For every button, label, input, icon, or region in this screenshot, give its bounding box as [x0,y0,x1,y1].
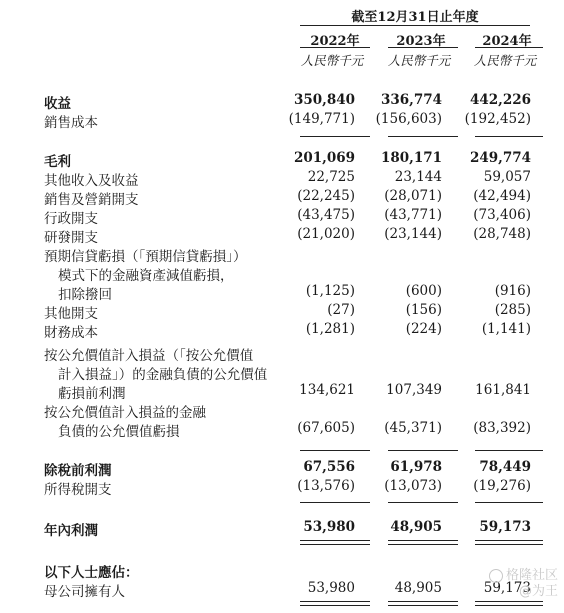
row-label: 預期信貸虧損（「預期信貸虧損」） [44,249,247,265]
table-row [0,283,564,302]
row-label: 銷售及營銷開支 [44,192,139,208]
sum-rule-3b [388,502,458,503]
row-value-3: 78,449 [479,459,531,475]
sum-rule-3a [300,502,370,503]
row-value-1: 201,069 [293,150,355,166]
row-value-2: (156,603) [375,111,442,127]
row-value-2: (156) [405,302,442,318]
row-value-2: (224) [405,321,442,337]
watermark-logo-icon [489,569,503,583]
sum-rule-2b [388,450,458,451]
unit-label-2024: 人民幣千元 [473,53,537,68]
row-label: 年內利潤 [44,523,98,539]
row-value-1: (21,020) [297,226,355,242]
table-row [0,420,564,439]
row-label: 毛利 [44,154,71,170]
watermark-line1: 格隆社区 [505,568,558,583]
table-row [0,459,564,478]
row-value-1: 53,980 [303,519,355,535]
row-value-2: 48,905 [390,519,442,535]
col3-rule [475,47,543,48]
table-row [0,92,564,111]
row-label: 研發開支 [44,230,98,246]
row-label: 行政開支 [44,211,98,227]
row-value-2: (23,144) [384,226,442,242]
row-value-3: 59,057 [483,169,531,185]
row-label: 負債的公允價值虧損 [58,424,180,440]
table-row [0,302,564,321]
row-value-3: (83,392) [473,420,531,436]
watermark [489,568,558,600]
table-row [0,519,564,538]
row-value-1: (149,771) [288,111,355,127]
row-label: 銷售成本 [44,115,98,131]
col2-rule [388,47,458,48]
row-label: 收益 [44,96,71,112]
total-double-rule-c [475,540,543,545]
sum-rule-1a [300,136,370,137]
row-value-3: (916) [494,283,531,299]
year-2023-header: 2023年 [396,34,446,49]
row-value-1: 67,556 [303,459,355,475]
row-value-3: 59,173 [479,519,531,535]
row-value-1: 134,621 [299,382,355,398]
row-value-2: 336,774 [380,92,442,108]
watermark-line2: @为王 [518,584,558,599]
total-double-rule-b [388,540,458,545]
row-value-3: 161,841 [475,382,531,398]
row-value-1: (1,281) [305,321,355,337]
row-label: 所得稅開支 [44,482,112,498]
table-row [0,561,564,580]
table-row [0,401,564,420]
owner-double-rule-a [300,601,370,606]
table-row [0,207,564,226]
owner-double-rule-c [475,601,543,606]
row-value-3: 442,226 [469,92,531,108]
sum-rule-1b [388,136,458,137]
sum-rule-2c [475,450,543,451]
table-row [0,245,564,264]
row-value-2: (43,771) [384,207,442,223]
row-label: 除稅前利潤 [44,463,112,479]
owner-double-rule-b [388,601,458,606]
table-row [0,580,564,599]
row-label: 其他開支 [44,306,98,322]
unit-label-2022: 人民幣千元 [300,53,364,68]
row-value-2: 61,978 [390,459,442,475]
row-label: 扣除撥回 [58,287,112,303]
header-rule [300,25,530,26]
table-row [0,188,564,207]
table-row [0,321,564,340]
row-value-1: 53,980 [307,580,355,596]
row-value-3: (192,452) [464,111,531,127]
row-value-3: (42,494) [473,188,531,204]
row-value-2: (13,073) [384,478,442,494]
sum-rule-3c [475,502,543,503]
year-2022-header: 2022年 [310,34,360,49]
row-value-2: 48,905 [394,580,442,596]
row-value-1: (43,475) [297,207,355,223]
row-label: 虧損前利潤 [58,386,126,402]
row-value-3: (1,141) [481,321,531,337]
total-double-rule-a [300,540,370,545]
row-value-3: (28,748) [473,226,531,242]
row-value-3: (19,276) [473,478,531,494]
table-row [0,344,564,363]
table-row [0,226,564,245]
row-value-2: 107,349 [386,382,442,398]
table-row [0,363,564,382]
table-row [0,169,564,188]
row-value-2: (600) [405,283,442,299]
row-value-3: (285) [494,302,531,318]
row-label: 母公司擁有人 [44,584,125,600]
row-value-3: (73,406) [473,207,531,223]
col1-rule [300,47,370,48]
row-value-1: (13,576) [297,478,355,494]
sum-rule-2a [300,450,370,451]
row-value-3: 249,774 [469,150,531,166]
row-label: 計入損益」）的金融負債的公允價值 [58,367,268,383]
table-row [0,382,564,401]
unit-label-2023: 人民幣千元 [387,53,451,68]
period-header: 截至12月31日止年度 [351,10,479,25]
row-value-1: (22,245) [297,188,355,204]
row-label: 以下人士應佔： [44,565,139,581]
row-value-2: (28,071) [384,188,442,204]
row-label: 模式下的金融資產減值虧損， [58,268,234,284]
row-value-1: 22,725 [307,169,355,185]
row-value-1: (67,605) [297,420,355,436]
row-label: 按公允價值計入損益的金融 [44,405,206,421]
row-value-1: (1,125) [305,283,355,299]
table-row [0,111,564,130]
table-row [0,478,564,497]
row-value-2: 180,171 [380,150,442,166]
table-row [0,264,564,283]
row-value-2: 23,144 [394,169,442,185]
row-value-1: 350,840 [293,92,355,108]
row-label: 按公允價值計入損益（「按公允價值 [44,348,254,364]
row-value-3: 59,173 [483,580,531,596]
year-2024-header: 2024年 [482,34,532,49]
row-value-2: (45,371) [384,420,442,436]
row-label: 其他收入及收益 [44,173,139,189]
row-value-1: (27) [327,302,355,318]
sum-rule-1c [475,136,543,137]
table-row [0,150,564,169]
row-label: 財務成本 [44,325,98,341]
